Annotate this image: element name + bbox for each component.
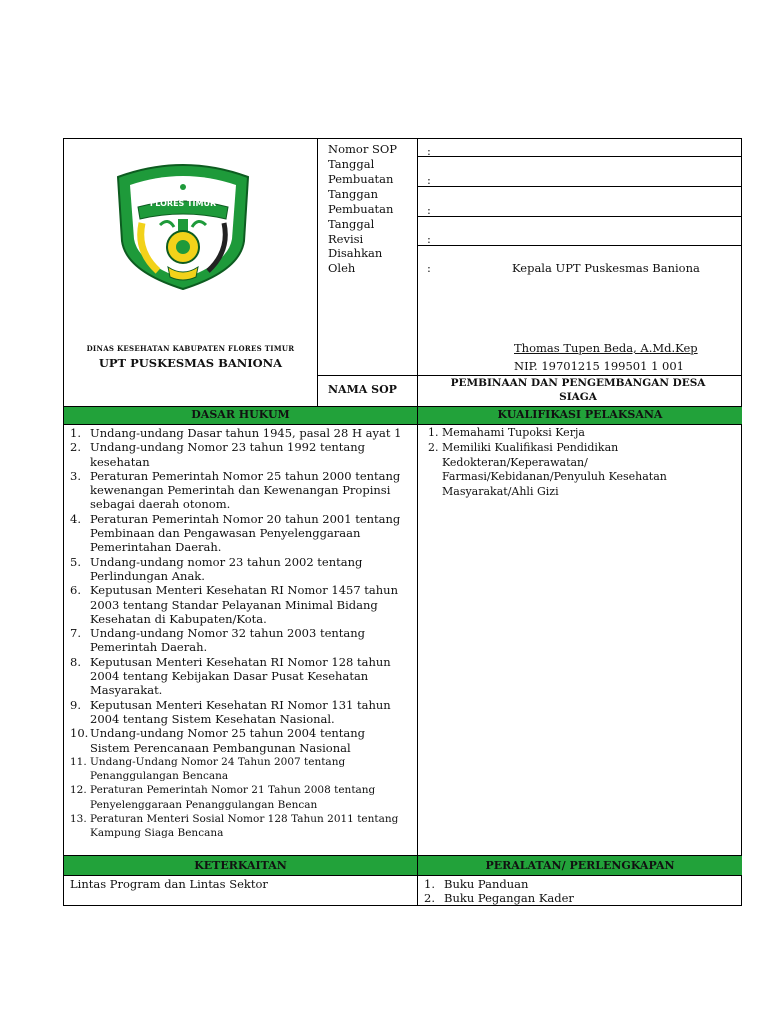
approval-name: Thomas Tupen Beda, A.Md.Kep bbox=[514, 341, 698, 355]
meta-value-tanggan-pembuatan: : bbox=[427, 203, 431, 217]
divider bbox=[417, 186, 742, 187]
list-item bbox=[422, 891, 722, 905]
meta-label-disahkan-oleh: Disahkan Oleh bbox=[328, 246, 383, 275]
logo-text: FLORES TIMUR bbox=[149, 199, 217, 208]
list-item bbox=[422, 877, 722, 891]
list-item-number: 2. bbox=[70, 440, 81, 455]
list-item-number: 11. bbox=[70, 755, 87, 768]
meta-label-nomor-sop: Nomor SOP bbox=[328, 142, 398, 156]
list-item-number: 8. bbox=[70, 654, 81, 669]
list-item-text: Buku Panduan bbox=[444, 877, 529, 891]
list-item-text: Memiliki Kualifikasi Pendidikan Kedokteran/Keperawatan/ Farmasi/Kebidanan/Penyuluh Kesehatan Masyarakat/Ahli Gizi bbox=[442, 440, 667, 499]
list-item-text: Undang-Undang Nomor 24 Tahun 2007 tentang Penanggulangan Bencana bbox=[90, 755, 346, 783]
peralatan-header: PERALATAN/ PERLENGKAPAN bbox=[418, 856, 742, 875]
list-item bbox=[68, 655, 408, 698]
list-item bbox=[68, 555, 408, 584]
list-item-text: Undang-undang Nomor 32 tahun 2003 tentang Pemerintah Daerah. bbox=[90, 626, 366, 655]
divider bbox=[417, 406, 418, 906]
list-item bbox=[68, 755, 408, 784]
meta-value-disahkan-oleh: : bbox=[427, 261, 431, 275]
list-item bbox=[68, 726, 408, 755]
list-item bbox=[68, 512, 408, 555]
divider bbox=[417, 245, 742, 246]
list-item-number: 4. bbox=[70, 511, 81, 526]
divider bbox=[417, 216, 742, 217]
list-item bbox=[68, 698, 408, 727]
meta-label-tanggan-pembuatan: Tanggan Pembuatan bbox=[328, 187, 394, 216]
list-item bbox=[68, 812, 408, 841]
divider bbox=[317, 139, 318, 406]
list-item-number: 1. bbox=[428, 426, 439, 439]
approval-nip: NIP. 19701215 199501 1 001 bbox=[514, 359, 684, 373]
list-item bbox=[68, 469, 408, 512]
logo bbox=[108, 159, 258, 291]
list-item-text: Peraturan Pemerintah Nomor 20 tahun 2001 tentang Pembinaan dan Pengawasan Penyelenggaraan Pemerintahan Daerah. bbox=[90, 511, 401, 555]
meta-label-tanggal-revisi: Tanggal Revisi bbox=[328, 217, 375, 246]
divider bbox=[64, 424, 742, 425]
divider bbox=[64, 875, 742, 876]
list-item-text: Undang-undang nomor 23 tahun 2002 tentang Perlindungan Anak. bbox=[90, 554, 363, 583]
list-item bbox=[68, 426, 408, 440]
department-name: DINAS KESEHATAN KABUPATEN FLORES TIMUR bbox=[86, 344, 295, 353]
list-item bbox=[68, 626, 408, 655]
list-item-number: 10. bbox=[70, 726, 89, 741]
list-item-number: 9. bbox=[70, 697, 81, 712]
list-item bbox=[428, 426, 728, 441]
list-item-text: Undang-undang Nomor 25 tahun 2004 tentang Sistem Perencanaan Pembangunan Nasional bbox=[90, 726, 366, 755]
list-item-text: Peraturan Menteri Sosial Nomor 128 Tahun 2011 tentang Kampung Siaga Bencana bbox=[90, 813, 399, 840]
list-item-number: 6. bbox=[70, 583, 81, 598]
kualifikasi-header: KUALIFIKASI PELAKSANA bbox=[418, 407, 742, 424]
list-item-text: Undang-undang Dasar tahun 1945, pasal 28 H ayat 1 bbox=[90, 426, 402, 440]
list-item-text: Keputusan Menteri Kesehatan RI Nomor 128 tahun 2004 tentang Kebijakan Dasar Pusat Kesehatan Masyarakat. bbox=[90, 654, 391, 698]
list-item-text: Memahami Tupoksi Kerja bbox=[442, 426, 585, 439]
list-item bbox=[68, 783, 408, 812]
list-item-number: 13. bbox=[70, 813, 87, 826]
list-item-number: 3. bbox=[70, 468, 81, 483]
list-item-text: Undang-undang Nomor 23 tahun 1992 tentang kesehatan bbox=[90, 440, 366, 469]
list-item-text: Buku Pegangan Kader bbox=[444, 891, 574, 906]
unit-name: UPT PUSKESMAS BANIONA bbox=[98, 356, 283, 370]
list-item-number: 12. bbox=[70, 784, 87, 797]
list-item-text: Peraturan Pemerintah Nomor 25 tahun 2000 tentang kewenangan Pemerintah dan Kewenangan Propinsi sebagai daerah otonom. bbox=[90, 468, 401, 512]
list-item-text: Keputusan Menteri Kesehatan RI Nomor 1457 tahun 2003 tentang Standar Pelayanan Minimal Bidang Kesehatan di Kabupaten/Kota. bbox=[90, 583, 398, 626]
meta-value-tanggal-pembuatan: : bbox=[427, 173, 431, 187]
approval-title: Kepala UPT Puskesmas Baniona bbox=[512, 261, 700, 275]
kualifikasi-list bbox=[428, 426, 728, 500]
list-item-number: 5. bbox=[70, 554, 81, 569]
list-item-text: Peraturan Pemerintah Nomor 21 Tahun 2008 tentang Penyelenggaraan Penanggulangan Bencan bbox=[90, 784, 376, 811]
list-item-number: 7. bbox=[70, 626, 81, 641]
list-item bbox=[428, 441, 728, 500]
list-item bbox=[68, 440, 408, 469]
meta-value-tanggal-revisi: : bbox=[427, 232, 431, 246]
list-item-text: Keputusan Menteri Kesehatan RI Nomor 131 tahun 2004 tentang Sistem Kesehatan Nasional. bbox=[90, 697, 391, 726]
list-item-number: 1. bbox=[424, 877, 435, 891]
meta-value-nomor-sop: : bbox=[427, 144, 431, 158]
dasar-hukum-header: DASAR HUKUM bbox=[64, 407, 417, 424]
meta-label-tanggal-pembuatan: Tanggal Pembuatan bbox=[328, 157, 394, 186]
coat-of-arms-icon bbox=[108, 159, 258, 291]
keterkaitan-text: Lintas Program dan Lintas Sektor bbox=[70, 877, 268, 891]
divider bbox=[417, 139, 418, 406]
sop-document bbox=[63, 138, 742, 906]
list-item-number: 2. bbox=[428, 440, 439, 454]
list-item bbox=[68, 583, 408, 626]
sop-name-label: NAMA SOP bbox=[328, 383, 397, 396]
keterkaitan-header: KETERKAITAN bbox=[64, 856, 417, 875]
divider bbox=[417, 156, 742, 157]
sop-name-value: PEMBINAAN DAN PENGEMBANGAN DESA SIAGA bbox=[450, 377, 706, 403]
list-item-number: 2. bbox=[424, 891, 435, 906]
dasar-hukum-list bbox=[68, 426, 408, 841]
list-item-number: 1. bbox=[70, 426, 81, 440]
peralatan-list bbox=[422, 877, 722, 906]
